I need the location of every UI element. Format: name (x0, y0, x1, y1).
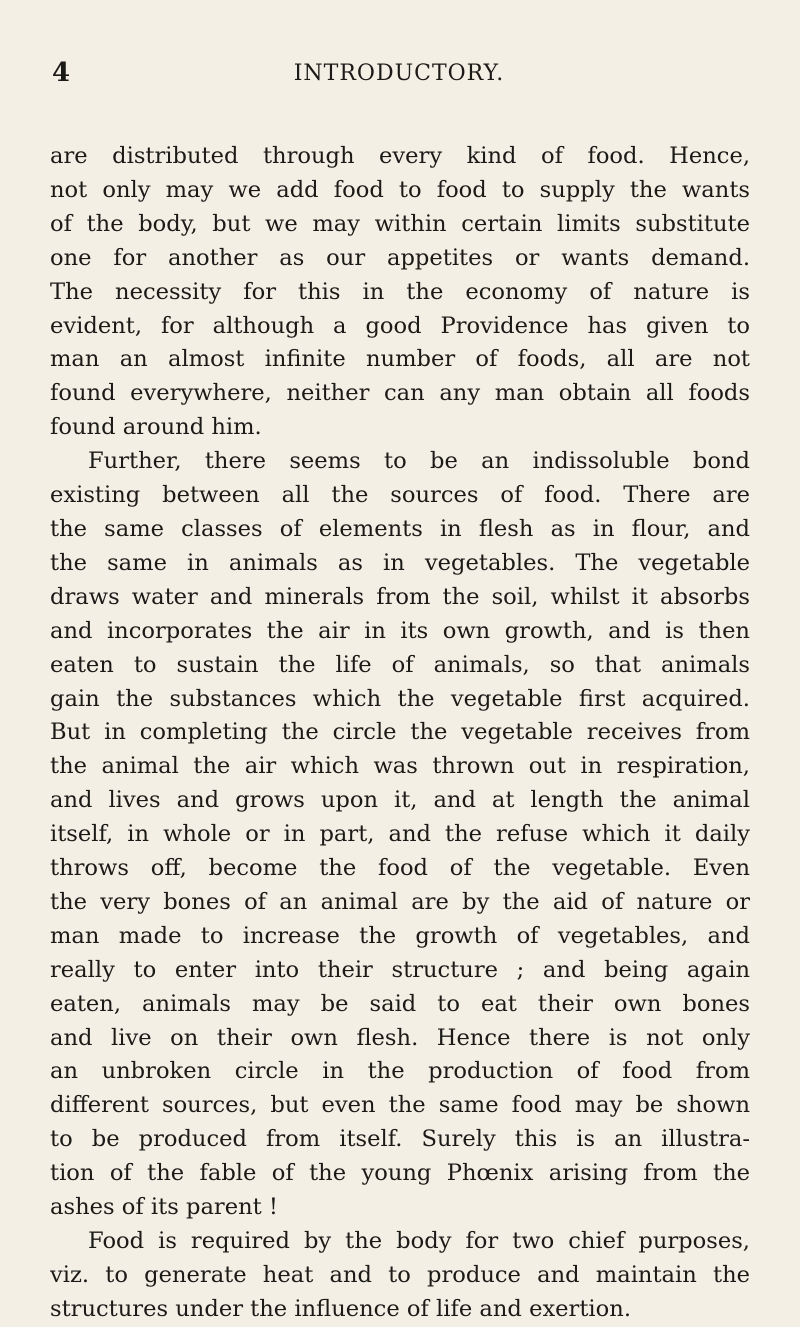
text-line: eaten to sustain the life of animals, so that animals (50, 651, 750, 678)
running-title: INTRODUCTORY. (293, 61, 505, 86)
text-line: draws water and minerals from the soil, whilst it absorbs (50, 583, 750, 610)
text-line: eaten, animals may be said to eat their own bones (50, 990, 750, 1017)
running-head (50, 38, 748, 88)
text-line: Further, there seems to be an indissoluble bond (88, 448, 750, 475)
text-line: and live on their own flesh. Hence there is not only (50, 1024, 750, 1051)
text-line: an unbroken circle in the production of food from (50, 1058, 750, 1085)
text-line: different sources, but even the same food may be shown (50, 1092, 750, 1119)
text-line: man an almost infinite number of foods, all are not (50, 346, 750, 373)
text-line: and incorporates the air in its own growth, and is then (50, 617, 750, 644)
text-line: one for another as our appetites or wants demand. (50, 244, 750, 271)
text-line: evident, for although a good Providence has given to (50, 312, 750, 339)
text-line: and lives and grows upon it, and at length the animal (50, 787, 750, 814)
paragraph (50, 1225, 750, 1327)
page-number: 4 (52, 58, 71, 88)
text-line: structures under the influence of life and exertion. (50, 1295, 631, 1322)
text-line: viz. to generate heat and to produce and maintain the (50, 1261, 750, 1288)
text-line: the same classes of elements in flesh as in flour, and (50, 515, 750, 542)
text-line: But in completing the circle the vegetable receives from (50, 719, 750, 746)
text-line: are distributed through every kind of food. Hence, (50, 143, 750, 169)
text-line: gain the substances which the vegetable first acquired. (50, 685, 750, 712)
text-line: the animal the air which was thrown out in respiration, (50, 753, 750, 780)
text-line: man made to increase the growth of vegetables, and (50, 922, 750, 949)
text-line: The necessity for this in the economy of nature is (50, 278, 750, 305)
paragraph (50, 140, 750, 445)
body-text (50, 140, 750, 1327)
text-line: existing between all the sources of food. There are (50, 482, 750, 509)
text-line: itself, in whole or in part, and the refuse which it daily (50, 821, 750, 848)
text-line: ashes of its parent ! (50, 1194, 278, 1221)
text-line: found around him. (50, 414, 262, 441)
text-line: found everywhere, neither can any man obtain all foods (50, 380, 750, 407)
text-line: of the body, but we may within certain limits substitute (50, 210, 750, 237)
text-line: Food is required by the body for two chief purposes, (88, 1228, 750, 1254)
paragraph (50, 445, 750, 1225)
text-line: to be produced from itself. Surely this is an illustra- (50, 1126, 750, 1153)
text-line: tion of the fable of the young Phœnix arising from the (50, 1160, 750, 1187)
text-line: the very bones of an animal are by the aid of nature or (50, 888, 750, 915)
text-line: not only may we add food to food to supply the wants (50, 176, 750, 203)
text-line: really to enter into their structure ; and being again (50, 956, 750, 983)
text-line: the same in animals as in vegetables. The vegetable (50, 549, 750, 576)
text-line: throws off, become the food of the vegetable. Even (50, 855, 750, 882)
